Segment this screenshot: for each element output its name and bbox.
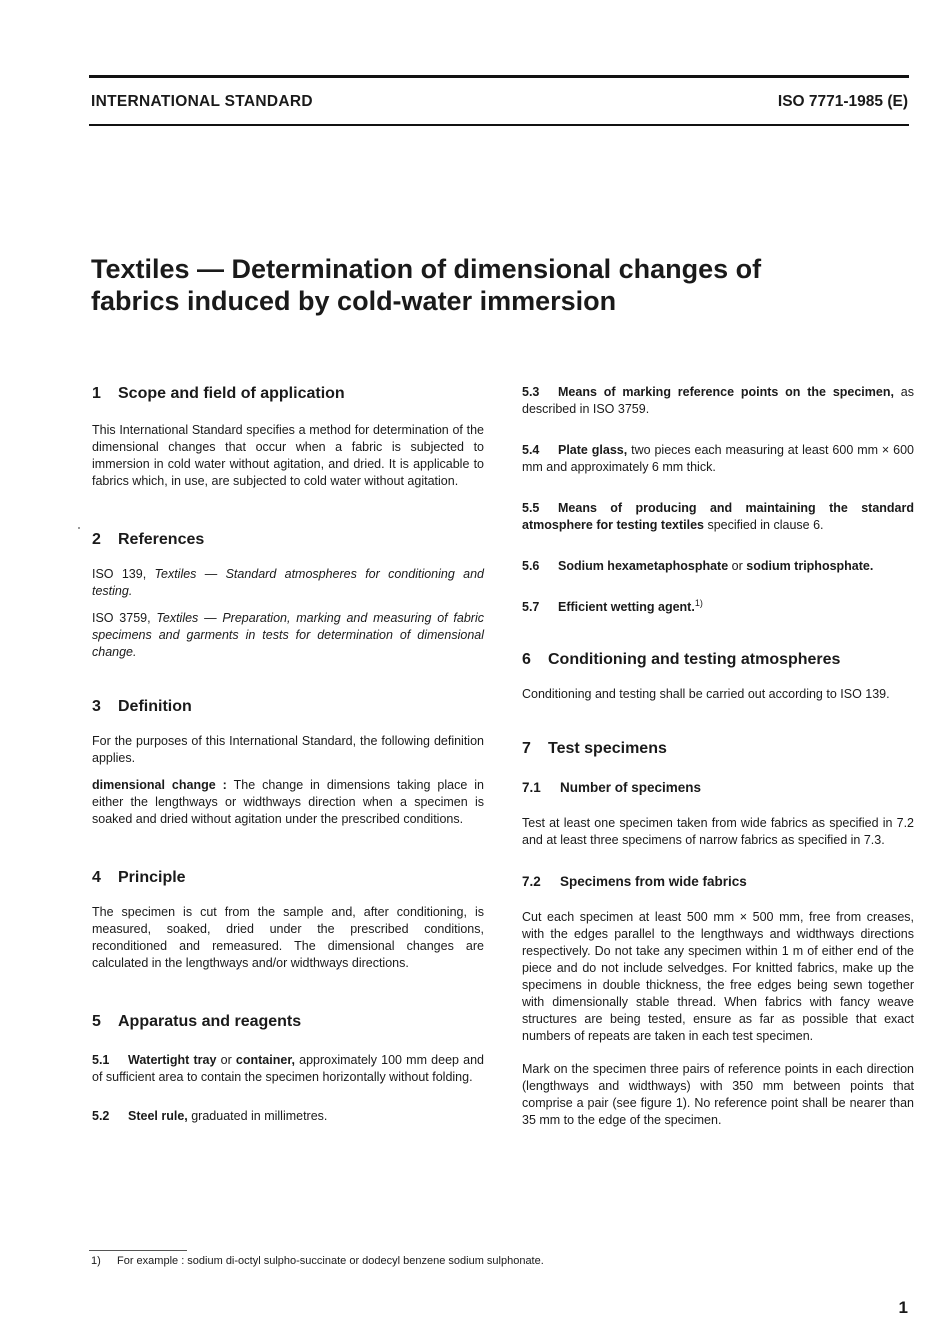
section-6-heading: 6 Conditioning and testing atmospheres [522, 651, 841, 668]
section-4-text: The specimen is cut from the sample and, after conditioning, is measured, soaked, dried under the prescribed conditions, reconditioned and remeasured. The dimensional changes are calculated in the lengthways and/or widthways directions. [92, 905, 484, 970]
header-document-number: ISO 7771-1985 (E) [777, 93, 908, 110]
page-number: 1 [898, 1298, 908, 1317]
header-bottom-rule [89, 124, 909, 126]
subsection-7-2-heading: 7.2 Specimens from wide fabrics [522, 874, 747, 889]
section-5-heading: 5 Apparatus and reagents [92, 1013, 302, 1030]
section-2-heading: 2 References [92, 531, 205, 548]
section-1-heading: 1 Scope and field of application [92, 385, 345, 402]
document-title [91, 253, 891, 317]
section-1-text: This International Standard specifies a method for determination of the dimensional changes that occur when a fabric is subjected to immersion in cold water without agitation, and dried. It is applicable to fabrics which, in use, are subjected to cold water without agitation. [92, 423, 484, 488]
section-3-heading: 3 Definition [92, 698, 192, 715]
reference-iso-3759: ISO 3759, Textiles — Preparation, marking and measuring of fabric specimens and garments in tests for determination of dimensional change. [92, 611, 484, 659]
footnote-rule [89, 1250, 187, 1251]
header-top-rule [89, 75, 909, 78]
section-3-intro: For the purposes of this International Standard, the following definition applies. [92, 734, 484, 765]
reference-iso-139: ISO 139, Textiles — Standard atmospheres for conditioning and testing. [92, 567, 484, 598]
section-7-heading: 7 Test specimens [522, 740, 667, 757]
footnote-mark: 1) [91, 1255, 101, 1267]
item-5-7: 5.7 Efficient wetting agent.$^{1)}$ [522, 597, 703, 614]
footnote-text: For example : sodium di-octyl sulpho-succinate or dodecyl benzene sodium sulphonate. [117, 1255, 544, 1267]
subsection-7-1-text: Test at least one specimen taken from wide fabrics as specified in 7.2 and at least three specimens of narrow fabrics as specified in 7.3. [522, 816, 914, 847]
item-5-3: 5.3 Means of marking reference points on the specimen, as described in ISO 3759. [522, 385, 914, 416]
definition-dimensional-change: dimensional change : The change in dimensions taking place in either the lengthways or widthways direction when a specimen is soaked and dried without agitation under the prescribed conditions. [92, 778, 485, 826]
subsection-7-1-heading: 7.1 Number of specimens [522, 780, 702, 795]
item-5-6: 5.6 Sodium hexametaphosphate or sodium triphosphate. [522, 559, 874, 573]
title-line-2: fabrics induced by cold-water immersion [91, 286, 617, 316]
scan-artifact [78, 527, 80, 529]
item-5-5: 5.5 Means of producing and maintaining the standard atmosphere for testing textiles specified in clause 6. [522, 501, 914, 532]
title-line-1: Textiles — Determination of dimensional changes of [91, 254, 762, 284]
section-6-text: Conditioning and testing shall be carried out according to ISO 139. [522, 687, 890, 701]
header-standard-label: INTERNATIONAL STANDARD [91, 93, 313, 110]
right-column [522, 384, 914, 1129]
item-5-1: 5.1 Watertight tray or container, approximately 100 mm deep and of sufficient area to contain the specimen horizontally without folding. [92, 1053, 484, 1084]
footnote [91, 1254, 544, 1268]
section-4-heading: 4 Principle [92, 869, 186, 886]
subsection-7-2-text-1: Cut each specimen at least 500 mm × 500 mm, free from creases, with the edges parallel to the lengthways and widthways directions respectively. Do not take any specimen within 1 m of either end of the piece and do not include selvedges. For knitted fabrics, make up the specimens in double thickness, the free edges being sewn together with dimensionally stable thread. When fabrics with fancy weave structures are being tested, ensure as far as possible that exact numbers of repeats are taken in each test specimen. [522, 910, 914, 1043]
subsection-7-2-text-2: Mark on the specimen three pairs of reference points in each direction (lengthways and widthways) with 350 mm between points that comprise a pair (see figure 1). No reference point shall be nearer than 35 mm to the edge of the specimen. [522, 1062, 914, 1127]
item-5-2: 5.2 Steel rule, graduated in millimetres. [92, 1109, 328, 1123]
left-column [92, 384, 484, 1125]
item-5-4: 5.4 Plate glass, two pieces each measuring at least 600 mm × 600 mm and approximately 6 mm thick. [522, 443, 914, 474]
